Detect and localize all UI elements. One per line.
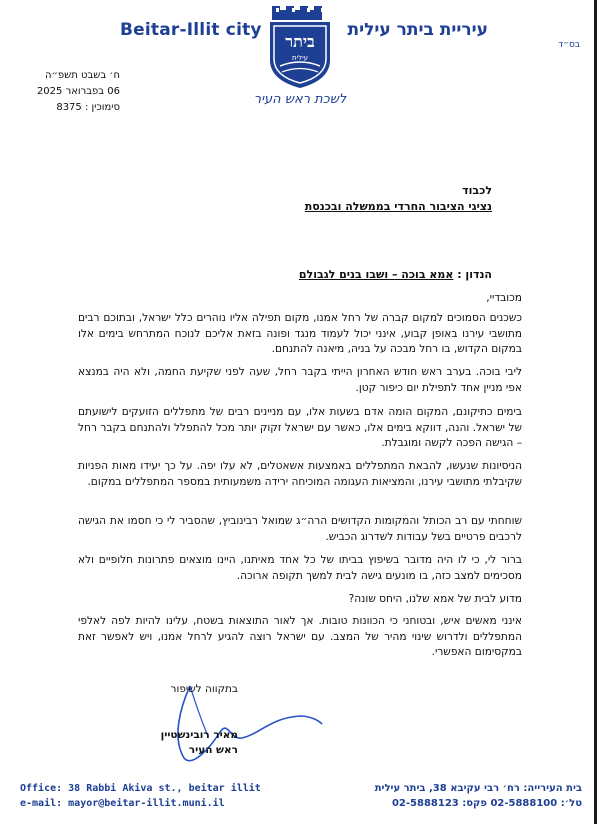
city-name-english: Beitar-Illit city	[120, 20, 262, 40]
body-paragraph-7: מדוע לבית של אמא שלנו, היחס שונה?	[348, 593, 522, 605]
closing-line: בתקווה לשיפור	[170, 683, 238, 695]
office-title: לשכת ראש העיר	[253, 92, 347, 107]
footer-email[interactable]: e-mail: mayor@beitar-illit.muni.il	[20, 798, 225, 809]
body-paragraph-5: שוחחתי עם רב הכותל והמקומות הקדושים הרה״ג שמואל רבינוביץ, שהסביר לי כי חסמו את הגישה לרכבים פרטיים בשל עבודות לשדרוג הכביש.	[78, 515, 522, 543]
bsd-mark: בס״ד	[558, 40, 580, 50]
body-paragraph-4: הניסיונות שנעשו, להבאת המתפללים באמצעות אשאטלים, לא עלו יפה. על כך יעידו מאות הפניות שקיבלתי מתושבי עירנו, והמציאות העגומה המוכיחה ירידה משמעותית במספר המתפללים במקום.	[78, 460, 522, 488]
svg-text:עילית: עילית	[291, 54, 309, 62]
greeting: מכובדיי,	[486, 292, 522, 304]
subject-label: הנדון :	[457, 268, 492, 281]
body-paragraph-2: ליבי בוכה. בערב ראש חודש האחרון הייתי בקבר רחל, שעה לפני שקיעת החמה, ולא היה במנצא אפי מניין אחד לתפילת יום כיפור קטן.	[78, 366, 522, 394]
svg-text:ביתר: ביתר	[285, 32, 315, 51]
footer-address-english: Office: 38 Rabbi Akiva st., beitar illit	[20, 783, 261, 794]
gregorian-date: 06 בפברואר 2025	[36, 86, 120, 97]
addressee-recipients: נציגי הציבור החרדי בממשלה ובכנסת	[304, 200, 492, 213]
body-paragraph-8: אינני מאשים איש, ובטוחני כי הכוונות טובות. אך לאור התוצאות בשטח, עלינו להיות לפה לאלפי המתפללים ולדרוש שינוי מהיר של המצב. עם ישראל רוצה להגיע לרחל אמנו, ויש לאפשר זאת במקסימום האפשרי.	[78, 615, 522, 658]
body-paragraph-6: ברור לי, כי לו היה מדובר בשיפוץ בביתו של כל אחד מאיתנו, היינו מוצאים פתרונות חלופיים ולא מסכימים למצב כזה, בו מונעים גישה לבית למשך תקופה ארוכה.	[78, 554, 522, 582]
addressee-honorific: לכבוד	[462, 184, 492, 197]
reference-number: סימוכין : 8375	[56, 102, 120, 113]
city-name-hebrew: עיריית ביתר עילית	[347, 20, 488, 40]
page-edge	[594, 0, 597, 824]
footer-address-hebrew: בית העירייה: רח׳ רבי עקיבא 38, ביתר עילית	[374, 783, 582, 794]
hebrew-date: ח׳ בשבט תשפ״ה	[44, 70, 120, 81]
signer-title: ראש העיר	[188, 744, 238, 756]
city-emblem-logo	[262, 2, 338, 90]
signer-name: מאיר רובינשטיין	[160, 729, 238, 741]
subject-line	[299, 268, 492, 281]
body-paragraph-1: כשכנים הסמוכים למקום קברה של רחל אמנו, מקום תפילה אליו נוהרים כלל ישראל, ובתוכם רבים מתושבי עירנו באופן קבוע, אינני יכול לעמוד מנגד ופונה בזאת אליכם לנוכח המתרחש בימים אלו במקום הקדוש, בו רחל מבכה על בניה, מיאנה להתנחם.	[78, 312, 522, 355]
footer-phones: טל׳: 02-5888100 פקס: 02-5888123	[391, 798, 582, 809]
body-paragraph-3: בימים כתיקונם, המקום הומה אדם בשעות אלו, עם מניינים רבים של מתפללים הזועקים לישועתם של ישראל. והנה, דווקא בימים אלו, כאשר עם ישראל זקוק יותר מכל להתפלל ולהתנחם בקבר רחל – הגישה הפכה לקשה ומוגבלת.	[78, 406, 522, 449]
subject-title: אמא בוכה – ושבו בנים לגבולם	[298, 268, 454, 281]
